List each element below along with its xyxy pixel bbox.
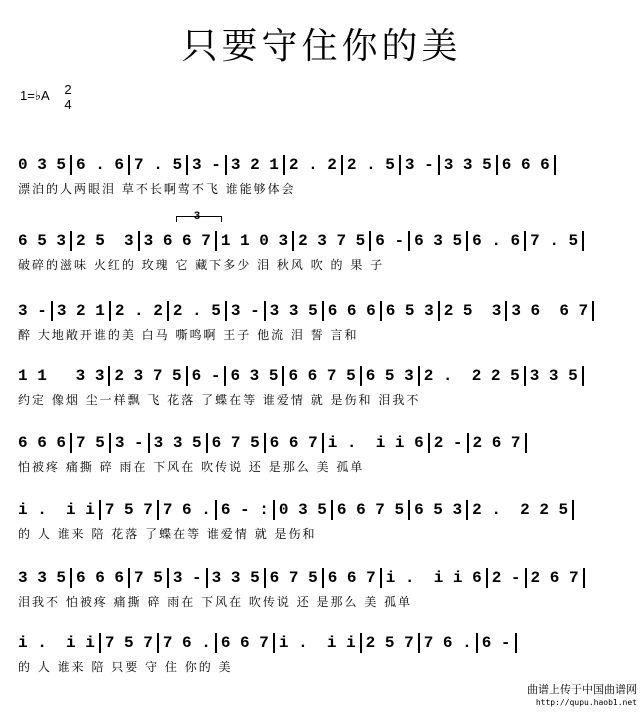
bar-line — [186, 155, 188, 175]
bar-line — [418, 366, 420, 386]
measure: 6 . 6 — [472, 232, 521, 250]
bar-line — [360, 366, 362, 386]
bar-line — [206, 568, 208, 588]
bar-line — [582, 366, 584, 386]
measure: 2 . 2 — [288, 156, 337, 174]
notation-system — [18, 152, 630, 204]
bar-line — [428, 433, 430, 453]
bar-line — [99, 500, 101, 520]
measure: 6 6 7 — [269, 434, 318, 452]
bar-line — [157, 633, 159, 653]
bar-line — [138, 231, 140, 251]
measure: 7 . 5 — [530, 232, 579, 250]
bar-line — [128, 568, 130, 588]
measure: 2 5 7 — [365, 634, 414, 652]
bar-line — [215, 633, 217, 653]
bar-line — [282, 366, 284, 386]
bar-line — [157, 500, 159, 520]
lyrics-line: 醉 大地敞开谁的美 白马 嘶鸣啊 王子 他流 泪 誓 言和 — [18, 328, 359, 342]
lyrics-line: 漂泊的人两眼泪 草不长啊莺不飞 谁能够体会 — [18, 182, 296, 196]
measure: 6 5 3 — [18, 232, 67, 250]
measure: i . i i 6 — [327, 434, 424, 452]
measure: 2 5 3 — [76, 232, 134, 250]
measure: 6 . 6 — [76, 156, 125, 174]
measure: 3 3 5 — [153, 434, 202, 452]
bar-line — [264, 433, 266, 453]
lyrics-line: 的 人 谁来 陪 花落 了蝶在等 谁爱情 就 是伤和 — [18, 527, 317, 541]
measure: 7 5 — [134, 569, 163, 587]
measure: 2 . 5 — [172, 302, 221, 320]
measure: 3 - — [114, 434, 144, 452]
measure: 6 6 6 — [18, 434, 67, 452]
triplet-mark: 3 — [194, 210, 201, 222]
measure: 6 6 6 — [327, 302, 376, 320]
measure: 3 3 5 — [18, 569, 67, 587]
measure: 6 6 7 5 — [288, 367, 356, 385]
measure: 2 3 7 5 — [298, 232, 366, 250]
measure: 6 7 5 — [269, 569, 318, 587]
song-title: 只要守住你的美 — [181, 26, 462, 67]
measure: 3 - — [192, 156, 221, 174]
measure: 2 5 3 — [443, 302, 502, 320]
measure: 1 1 0 3 — [220, 232, 289, 250]
measure: 6 6 7 — [220, 634, 269, 652]
measure: 2 6 7 — [472, 434, 521, 452]
measure: 6 - : — [220, 501, 269, 519]
bar-line — [206, 433, 208, 453]
watermark — [527, 683, 637, 709]
measure: 6 7 5 — [211, 434, 260, 452]
bar-line — [466, 500, 468, 520]
measure: 3 - — [172, 569, 202, 587]
measure: 3 2 1 — [230, 156, 279, 174]
bar-line — [322, 301, 324, 321]
bar-line — [524, 231, 526, 251]
lyrics-line: 破碎的滋味 火红的 玫瑰 它 藏下多少 泪 秋风 吹 的 果 子 — [18, 258, 385, 272]
bar-line — [215, 500, 217, 520]
bar-line — [128, 155, 130, 175]
bar-line — [476, 633, 478, 653]
measure: 6 - — [191, 367, 221, 385]
bar-line — [505, 301, 507, 321]
measure: 2 . 2 2 5 — [472, 501, 569, 519]
measure: 6 5 3 — [365, 367, 414, 385]
note-line — [18, 630, 630, 656]
bar-line — [322, 568, 324, 588]
measure: 3 6 6 7 — [511, 302, 589, 320]
watermark-url: http://qupu.haob1.net — [535, 698, 637, 707]
bar-line — [167, 568, 169, 588]
measure: 2 . 2 — [114, 302, 163, 320]
bar-line — [438, 301, 440, 321]
bar-line — [167, 301, 169, 321]
note-line — [18, 430, 630, 456]
measure: 2 - — [433, 434, 463, 452]
bar-line — [215, 231, 217, 251]
bar-line — [224, 366, 226, 386]
bar-line — [583, 568, 585, 588]
bar-line — [524, 366, 526, 386]
bar-line — [292, 231, 294, 251]
measure: 6 6 6 — [501, 156, 550, 174]
lyrics-line: 约定 像烟 尘一样飘 飞 花落 了蝶在等 谁爱情 就 是伤和 泪我不 — [18, 393, 421, 407]
measure: 6 3 5 — [414, 232, 463, 250]
bar-line — [525, 433, 527, 453]
measure: 3 - — [18, 302, 47, 320]
measure: 3 3 5 — [269, 302, 318, 320]
note-line — [18, 497, 630, 523]
lyrics-line: 的 人 谁来 陪 只要 守 住 你的 美 — [18, 660, 233, 674]
bar-line — [70, 433, 72, 453]
bar-line — [554, 155, 556, 175]
measure: 7 6 . — [162, 501, 211, 519]
bar-line — [283, 155, 285, 175]
bar-line — [525, 568, 527, 588]
bar-line — [582, 231, 584, 251]
bar-line — [264, 568, 266, 588]
bar-line — [360, 633, 362, 653]
bar-line — [225, 301, 227, 321]
measure: 3 3 5 — [443, 156, 492, 174]
bar-line — [331, 500, 333, 520]
measure: 3 - — [230, 302, 260, 320]
bar-line — [408, 231, 410, 251]
note-line — [18, 565, 630, 591]
measure: 0 3 5 — [278, 501, 327, 519]
measure: 3 3 5 — [211, 569, 260, 587]
note-line — [18, 152, 630, 178]
bar-line — [380, 568, 382, 588]
key-signature: 1=♭A — [20, 88, 50, 103]
measure: i . i i — [18, 501, 95, 519]
lyrics-line: 泪我不 怕被疼 痛撕 碎 雨在 下风在 吹传说 还 是那么 美 孤单 — [18, 595, 413, 609]
lyrics-line: 怕被疼 痛撕 碎 雨在 下风在 吹传说 还 是那么 美 孤单 — [18, 460, 365, 474]
measure: 6 6 6 — [76, 569, 125, 587]
bar-line — [109, 433, 111, 453]
bar-line — [99, 633, 101, 653]
measure: 1 1 3 3 — [18, 367, 105, 385]
bar-line — [225, 155, 227, 175]
measure: 6 3 5 — [230, 367, 279, 385]
measure: 2 . 5 — [346, 156, 395, 174]
time-signature-bottom: 4 — [64, 97, 72, 112]
note-line — [18, 363, 630, 389]
bar-line — [399, 155, 401, 175]
measure: 6 6 7 — [327, 569, 376, 587]
bar-line — [438, 155, 440, 175]
bar-line — [380, 301, 382, 321]
bar-line — [273, 500, 275, 520]
measure: 7 5 7 — [104, 501, 153, 519]
bar-line — [408, 500, 410, 520]
notation-system — [18, 298, 630, 350]
bar-line — [486, 568, 488, 588]
bar-line — [264, 301, 266, 321]
measure: 3 3 5 — [529, 367, 578, 385]
measure: 2 . 2 2 5 — [423, 367, 520, 385]
notation-system — [18, 430, 630, 482]
bar-line — [322, 433, 324, 453]
bar-line — [108, 366, 110, 386]
measure: 2 - — [491, 569, 521, 587]
bar-line — [70, 155, 72, 175]
measure: 7 6 . — [423, 634, 472, 652]
measure: 0 3 5 — [18, 156, 67, 174]
watermark-text: 曲谱上传于中国曲谱网 — [527, 683, 637, 696]
time-signature — [62, 82, 74, 112]
measure: 3 6 6 7 — [143, 232, 211, 250]
bar-line — [418, 633, 420, 653]
bar-line — [572, 500, 574, 520]
bar-line — [467, 433, 469, 453]
bar-line — [341, 155, 343, 175]
bar-line — [592, 301, 594, 321]
bar-line — [515, 633, 517, 653]
measure: 6 - — [481, 634, 511, 652]
bar-line — [273, 633, 275, 653]
bar-line — [70, 568, 72, 588]
measure: 7 6 . — [162, 634, 211, 652]
notation-system — [18, 497, 630, 549]
note-line — [18, 298, 630, 324]
measure: 2 3 7 5 — [114, 367, 182, 385]
bar-line — [369, 231, 371, 251]
notation-system — [18, 630, 630, 682]
measure: 6 6 7 5 — [336, 501, 405, 519]
notation-system — [18, 565, 630, 617]
measure: 7 . 5 — [134, 156, 183, 174]
note-line — [18, 228, 630, 254]
measure: i . i i — [278, 634, 356, 652]
notation-system — [18, 363, 630, 415]
notation-system — [18, 228, 630, 280]
measure: i . i i 6 — [385, 569, 482, 587]
measure: 6 - — [375, 232, 405, 250]
bar-line — [466, 231, 468, 251]
measure: 2 6 7 — [530, 569, 579, 587]
measure: 3 2 1 — [56, 302, 105, 320]
time-signature-top: 2 — [64, 82, 72, 97]
measure: 7 5 — [76, 434, 105, 452]
measure: 6 5 3 — [385, 302, 434, 320]
measure: i . i i — [18, 634, 95, 652]
bar-line — [496, 155, 498, 175]
bar-line — [51, 301, 53, 321]
bar-line — [109, 301, 111, 321]
bar-line — [186, 366, 188, 386]
measure: 6 5 3 — [414, 501, 463, 519]
bar-line — [70, 231, 72, 251]
bar-line — [148, 433, 150, 453]
measure: 7 5 7 — [104, 634, 153, 652]
measure: 3 - — [404, 156, 434, 174]
